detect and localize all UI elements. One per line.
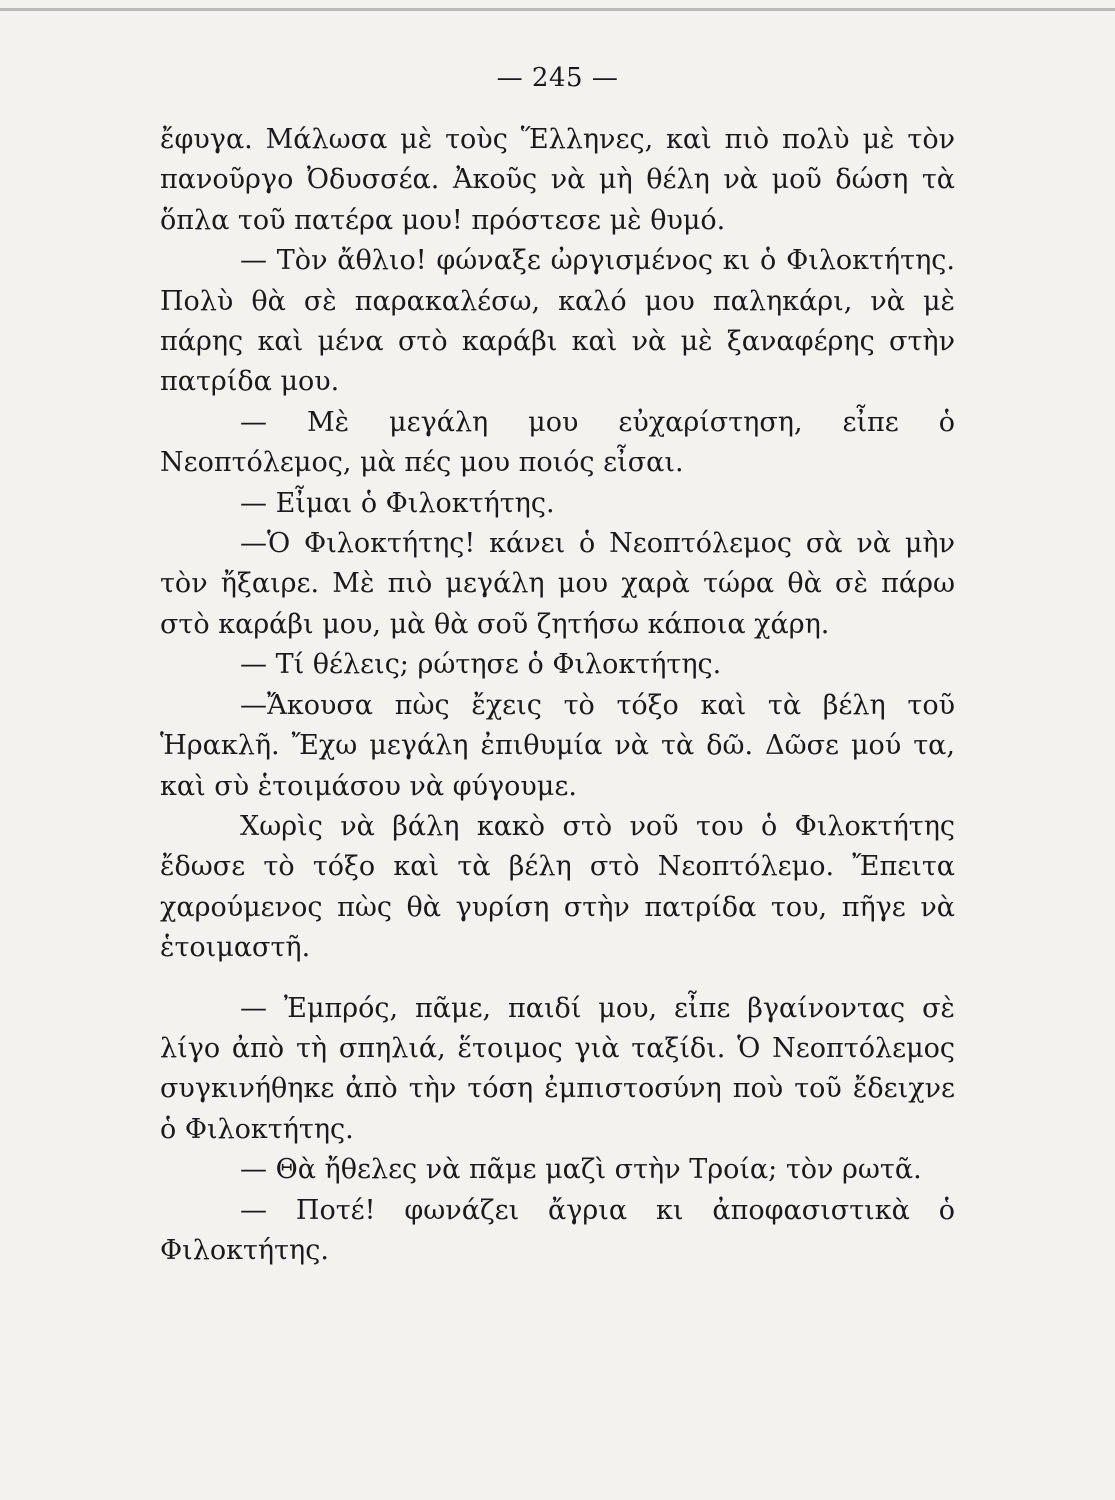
paragraph-2: — Τὸν ἄθλιο! φώναξε ὠργισμένος κι ὁ Φιλοκτήτης. Πολὺ θὰ σὲ παρακαλέσω, καλό μου παληκάρι, νὰ μὲ πάρης καὶ μένα στὸ καράβι καὶ νὰ μὲ ξαναφέρης στὴν πατρίδα μου. (160, 245, 955, 398)
paragraph-1: ἔφυγα. Μάλωσα μὲ τοὺς Ἕλληνες, καὶ πιὸ πολὺ μὲ τὸν πανοῦργο Ὀδυσσέα. Ἀκοῦς νὰ μὴ θέλη νὰ μοῦ δώση τὰ ὅπλα τοῦ πατέρα μου! πρόστεσε μὲ θυμό. (160, 124, 955, 236)
page-top-edge-rule (0, 8, 1115, 11)
paragraph-6: — Τί θέλεις; ρώτησε ὁ Φιλοκτήτης. (240, 649, 722, 681)
page-body-text (160, 120, 955, 1271)
paragraph-4: — Εἶμαι ὁ Φιλοκτήτης. (240, 487, 555, 519)
book-page (160, 60, 955, 1271)
paragraph-10: — Θὰ ἤθελες νὰ πᾶμε μαζὶ στὴν Τροία; τὸν ρωτᾶ. (240, 1154, 922, 1186)
paragraph-9: — Ἐμπρός, πᾶμε, παιδί μου, εἶπε βγαίνοντας σὲ λίγο ἀπὸ τὴ σπηλιά, ἕτοιμος γιὰ ταξίδι. Ὁ Νεοπτόλεμος συγκινήθηκε ἀπὸ τὴν τόση ἐμπιστοσύνη ποὺ τοῦ ἔδειχνε ὁ Φιλοκτήτης. (160, 992, 955, 1145)
paragraph-8: Χωρὶς νὰ βάλη κακὸ στὸ νοῦ του ὁ Φιλοκτήτης ἔδωσε τὸ τόξο καὶ τὰ βέλη στὸ Νεοπτόλεμο. Ἔπειτα χαρούμενος πὼς θὰ γυρίση στὴν πατρίδα του, πῆγε νὰ ἑτοιμαστῆ. (160, 810, 955, 964)
paragraph-3: — Μὲ μεγάλη μου εὐχαρίστηση, εἶπε ὁ Νεοπτόλεμος, μὰ πές μου ποιός εἶσαι. (160, 406, 955, 479)
page-number: — 245 — (496, 63, 619, 93)
paragraph-5: —Ὁ Φιλοκτήτης! κάνει ὁ Νεοπτόλεμος σὰ νὰ μὴν τὸν ἤξαιρε. Μὲ πιὸ μεγάλη μου χαρὰ τώρα θὰ σὲ πάρω στὸ καράβι μου, μὰ θὰ σοῦ ζητήσω κάποια χάρη. (160, 528, 955, 640)
paragraph-7: —Ἄκουσα πὼς ἔχεις τὸ τόξο καὶ τὰ βέλη τοῦ Ἡρακλῆ. Ἔχω μεγάλη ἐπιθυμία νὰ τὰ δῶ. Δῶσε μού τα, καὶ σὺ ἑτοιμάσου νὰ φύγουμε. (160, 689, 955, 802)
paragraph-11: — Ποτέ! φωνάζει ἄγρια κι ἀποφασιστικὰ ὁ Φιλοκτήτης. (160, 1194, 955, 1266)
